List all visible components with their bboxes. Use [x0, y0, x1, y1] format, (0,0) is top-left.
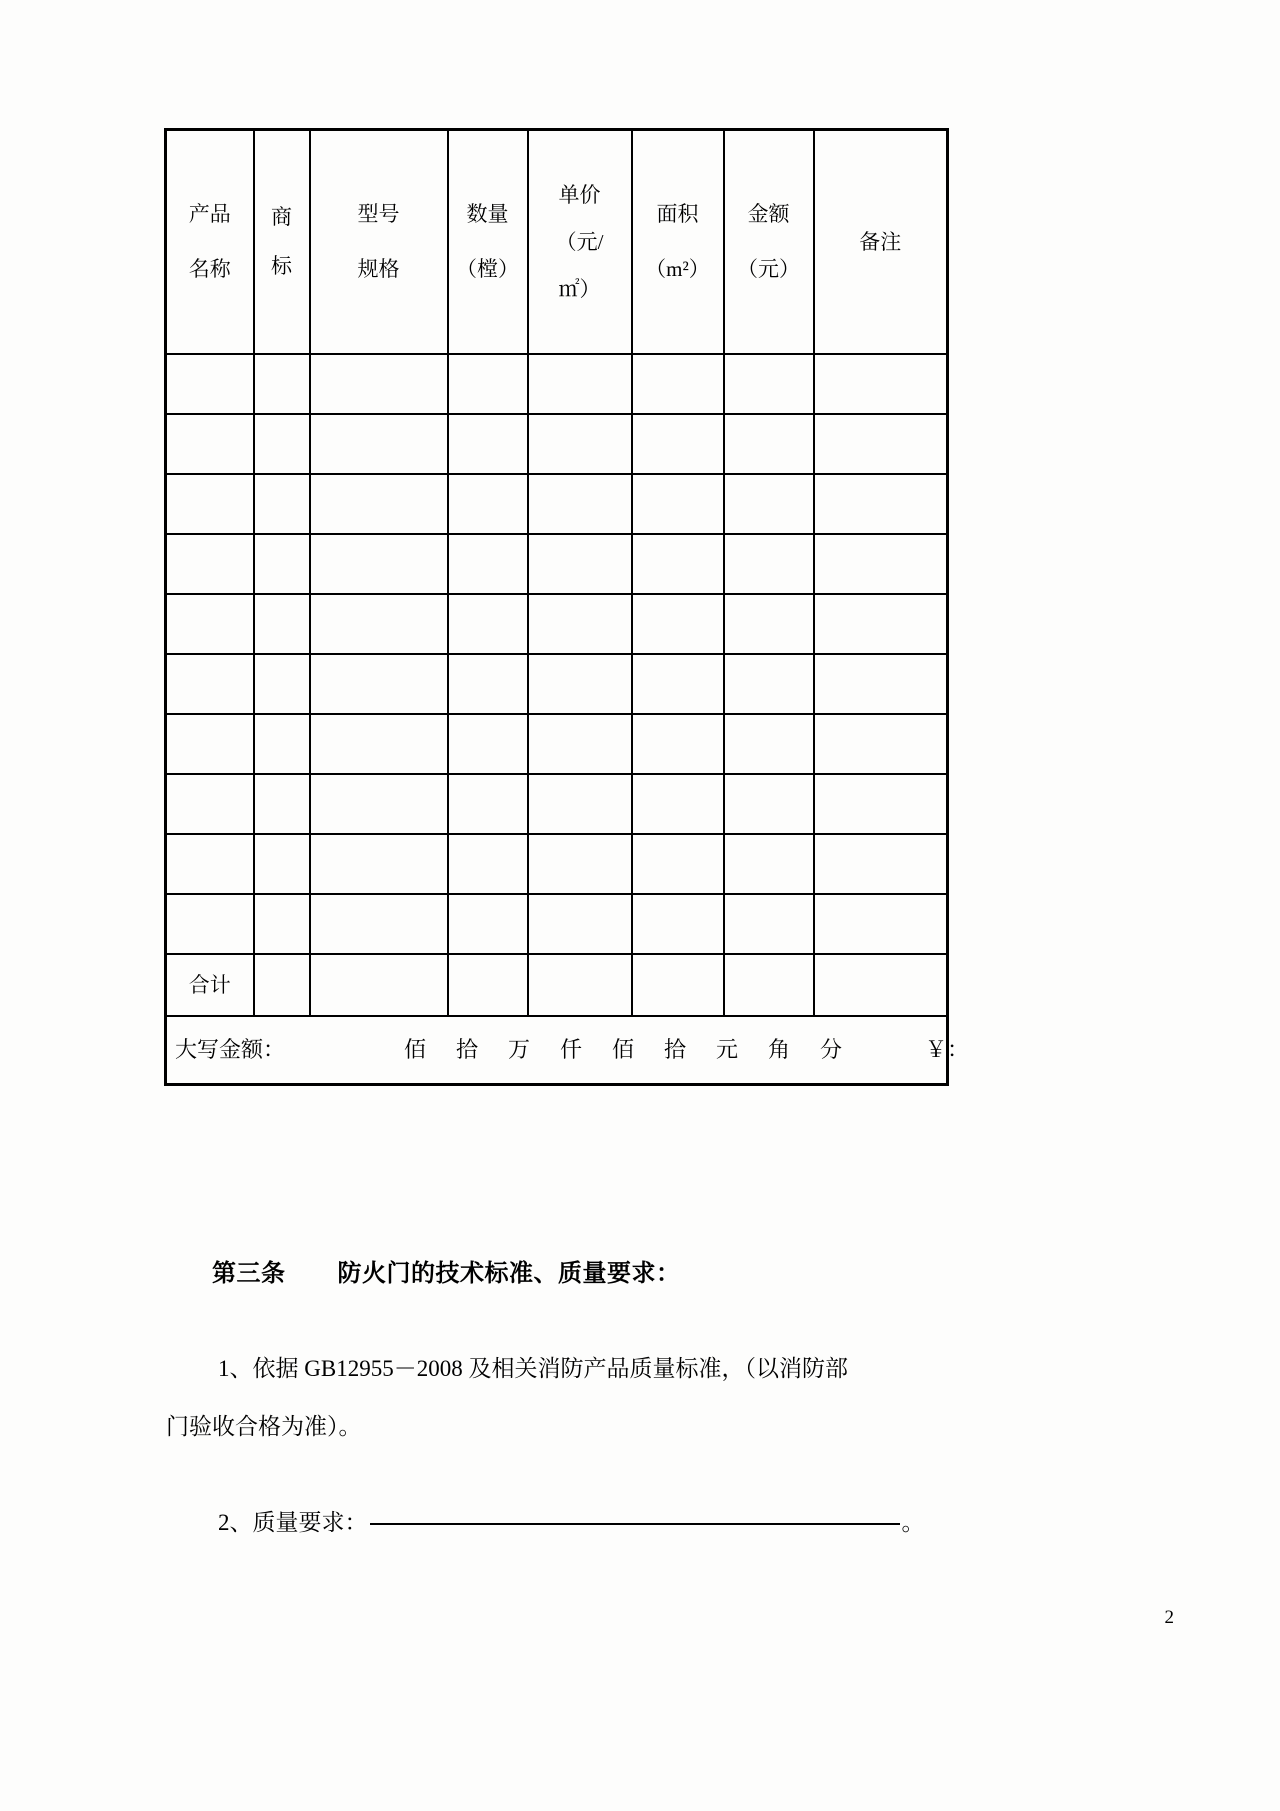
cell-unit-price[interactable]	[528, 894, 632, 954]
capital-unit: 佰	[404, 1037, 427, 1062]
cell-quantity[interactable]	[448, 594, 528, 654]
cell-unit-price[interactable]	[528, 414, 632, 474]
cell-remark[interactable]	[814, 714, 948, 774]
cell-amount[interactable]	[724, 894, 814, 954]
column-header-quantity	[448, 130, 528, 355]
cell-unit-price[interactable]	[528, 474, 632, 534]
clause-1-line-2: 门验收合格为准）。	[166, 1414, 362, 1439]
table-row[interactable]	[166, 714, 948, 774]
cell-unit-price[interactable]	[528, 594, 632, 654]
cell-amount[interactable]	[724, 354, 814, 414]
capital-unit: 分	[820, 1037, 843, 1062]
header-line: （元）	[737, 257, 800, 281]
capital-amount-cell[interactable]	[166, 1016, 970, 1085]
cell-remark[interactable]	[814, 894, 948, 954]
header-line: 面积	[656, 202, 699, 226]
total-cell-amount[interactable]	[724, 954, 814, 1016]
header-line: 规格	[357, 257, 400, 281]
cell-amount[interactable]	[724, 534, 814, 594]
header-line: 单价	[558, 182, 601, 207]
column-header-area	[632, 130, 724, 355]
column-header-brand	[254, 130, 310, 355]
yen-amount-label: ￥：	[925, 1037, 970, 1062]
header-line: 名称	[188, 257, 231, 281]
total-cell-area[interactable]	[632, 954, 724, 1016]
cell-remark[interactable]	[814, 654, 948, 714]
cell-model-spec[interactable]	[310, 774, 448, 834]
table-total-row[interactable]	[166, 954, 948, 1016]
cell-product-name[interactable]	[166, 474, 254, 534]
table-row[interactable]	[166, 474, 948, 534]
cell-model-spec[interactable]	[310, 714, 448, 774]
cell-model-spec[interactable]	[310, 534, 448, 594]
cell-unit-price[interactable]	[528, 774, 632, 834]
cell-remark[interactable]	[814, 414, 948, 474]
cell-area[interactable]	[632, 774, 724, 834]
quality-requirement-input[interactable]	[370, 1522, 900, 1525]
cell-product-name[interactable]	[166, 774, 254, 834]
table-row[interactable]	[166, 534, 948, 594]
cell-model-spec[interactable]	[310, 834, 448, 894]
cell-brand[interactable]	[254, 894, 310, 954]
cell-product-name[interactable]	[166, 534, 254, 594]
cell-brand[interactable]	[254, 714, 310, 774]
cell-area[interactable]	[632, 714, 724, 774]
total-cell-remark[interactable]	[814, 954, 948, 1016]
cell-product-name[interactable]	[166, 834, 254, 894]
table-row[interactable]	[166, 894, 948, 954]
table-row[interactable]	[166, 774, 948, 834]
cell-product-name[interactable]	[166, 714, 254, 774]
goods-table	[164, 128, 970, 1086]
capital-unit: 角	[768, 1037, 791, 1062]
cell-remark[interactable]	[814, 834, 948, 894]
cell-unit-price[interactable]	[528, 654, 632, 714]
clause-1-line-1: 1、依据 GB12955－2008 及相关消防产品质量标准，（以消防部	[218, 1356, 848, 1381]
cell-amount[interactable]	[724, 774, 814, 834]
capital-amount-units	[301, 1017, 857, 1083]
goods-table-container	[164, 128, 970, 1086]
cell-remark[interactable]	[814, 354, 948, 414]
table-row[interactable]	[166, 354, 948, 414]
header-line: 产品	[188, 202, 231, 226]
cell-quantity[interactable]	[448, 534, 528, 594]
header-line: 备注	[859, 229, 902, 254]
cell-quantity[interactable]	[448, 894, 528, 954]
cell-brand[interactable]	[254, 594, 310, 654]
header-line: ㎡）	[558, 276, 601, 301]
total-cell-quantity[interactable]	[448, 954, 528, 1016]
table-row[interactable]	[166, 414, 948, 474]
column-header-remark	[814, 130, 948, 355]
cell-brand[interactable]	[254, 354, 310, 414]
cell-product-name[interactable]	[166, 894, 254, 954]
cell-amount[interactable]	[724, 414, 814, 474]
clause-2	[218, 1511, 925, 1534]
column-header-model-spec	[310, 130, 448, 355]
cell-remark[interactable]	[814, 534, 948, 594]
capital-amount-row	[166, 1016, 948, 1085]
column-header-product-name	[166, 130, 254, 355]
cell-model-spec[interactable]	[310, 354, 448, 414]
cell-remark[interactable]	[814, 474, 948, 534]
cell-quantity[interactable]	[448, 654, 528, 714]
clause-2-label: 2、质量要求：	[218, 1510, 368, 1535]
cell-amount[interactable]	[724, 474, 814, 534]
header-line: 数量	[466, 202, 509, 226]
header-line: 型号	[357, 202, 400, 226]
column-header-amount	[724, 130, 814, 355]
cell-quantity[interactable]	[448, 414, 528, 474]
capital-unit: 拾	[664, 1037, 687, 1062]
cell-area[interactable]	[632, 654, 724, 714]
capital-unit: 仟	[560, 1037, 583, 1062]
header-line: 商	[271, 205, 292, 229]
capital-amount-label: 大写金额：	[175, 1037, 286, 1062]
cell-quantity[interactable]	[448, 774, 528, 834]
clause-2-period: 。	[901, 1510, 925, 1535]
cell-quantity[interactable]	[448, 474, 528, 534]
cell-brand[interactable]	[254, 414, 310, 474]
cell-brand[interactable]	[254, 774, 310, 834]
cell-remark[interactable]	[814, 774, 948, 834]
cell-product-name[interactable]	[166, 414, 254, 474]
table-row[interactable]	[166, 594, 948, 654]
page-number: 2	[1164, 1607, 1174, 1628]
column-header-unit-price	[528, 130, 632, 355]
header-line: （元/	[555, 229, 604, 254]
cell-area[interactable]	[632, 354, 724, 414]
cell-brand[interactable]	[254, 834, 310, 894]
header-line: （樘）	[456, 257, 519, 281]
total-label: 合计	[166, 954, 254, 1016]
cell-unit-price[interactable]	[528, 834, 632, 894]
total-cell-model-spec[interactable]	[310, 954, 448, 1016]
cell-quantity[interactable]	[448, 354, 528, 414]
total-cell-brand[interactable]	[254, 954, 310, 1016]
table-row[interactable]	[166, 654, 948, 714]
cell-quantity[interactable]	[448, 834, 528, 894]
article-heading: 第三条 防火门的技术标准、质量要求：	[212, 1261, 681, 1287]
cell-area[interactable]	[632, 414, 724, 474]
cell-model-spec[interactable]	[310, 654, 448, 714]
capital-unit: 万	[508, 1037, 531, 1062]
cell-remark[interactable]	[814, 594, 948, 654]
cell-area[interactable]	[632, 534, 724, 594]
cell-product-name[interactable]	[166, 594, 254, 654]
cell-unit-price[interactable]	[528, 534, 632, 594]
cell-model-spec[interactable]	[310, 474, 448, 534]
cell-brand[interactable]	[254, 654, 310, 714]
cell-area[interactable]	[632, 594, 724, 654]
cell-model-spec[interactable]	[310, 414, 448, 474]
cell-amount[interactable]	[724, 654, 814, 714]
cell-unit-price[interactable]	[528, 354, 632, 414]
table-row[interactable]	[166, 834, 948, 894]
cell-unit-price[interactable]	[528, 714, 632, 774]
capital-unit: 元	[716, 1037, 739, 1062]
capital-unit: 拾	[456, 1037, 479, 1062]
cell-area[interactable]	[632, 474, 724, 534]
cell-area[interactable]	[632, 834, 724, 894]
header-line: 金额	[747, 202, 790, 226]
cell-amount[interactable]	[724, 834, 814, 894]
cell-quantity[interactable]	[448, 714, 528, 774]
table-header-row	[166, 130, 948, 355]
capital-unit: 佰	[612, 1037, 635, 1062]
cell-product-name[interactable]	[166, 354, 254, 414]
cell-brand[interactable]	[254, 474, 310, 534]
cell-model-spec[interactable]	[310, 894, 448, 954]
cell-amount[interactable]	[724, 594, 814, 654]
cell-model-spec[interactable]	[310, 594, 448, 654]
cell-amount[interactable]	[724, 714, 814, 774]
header-line: （m²）	[645, 257, 710, 281]
cell-area[interactable]	[632, 894, 724, 954]
cell-product-name[interactable]	[166, 654, 254, 714]
total-cell-unit-price[interactable]	[528, 954, 632, 1016]
cell-brand[interactable]	[254, 534, 310, 594]
header-line: 标	[271, 254, 292, 278]
